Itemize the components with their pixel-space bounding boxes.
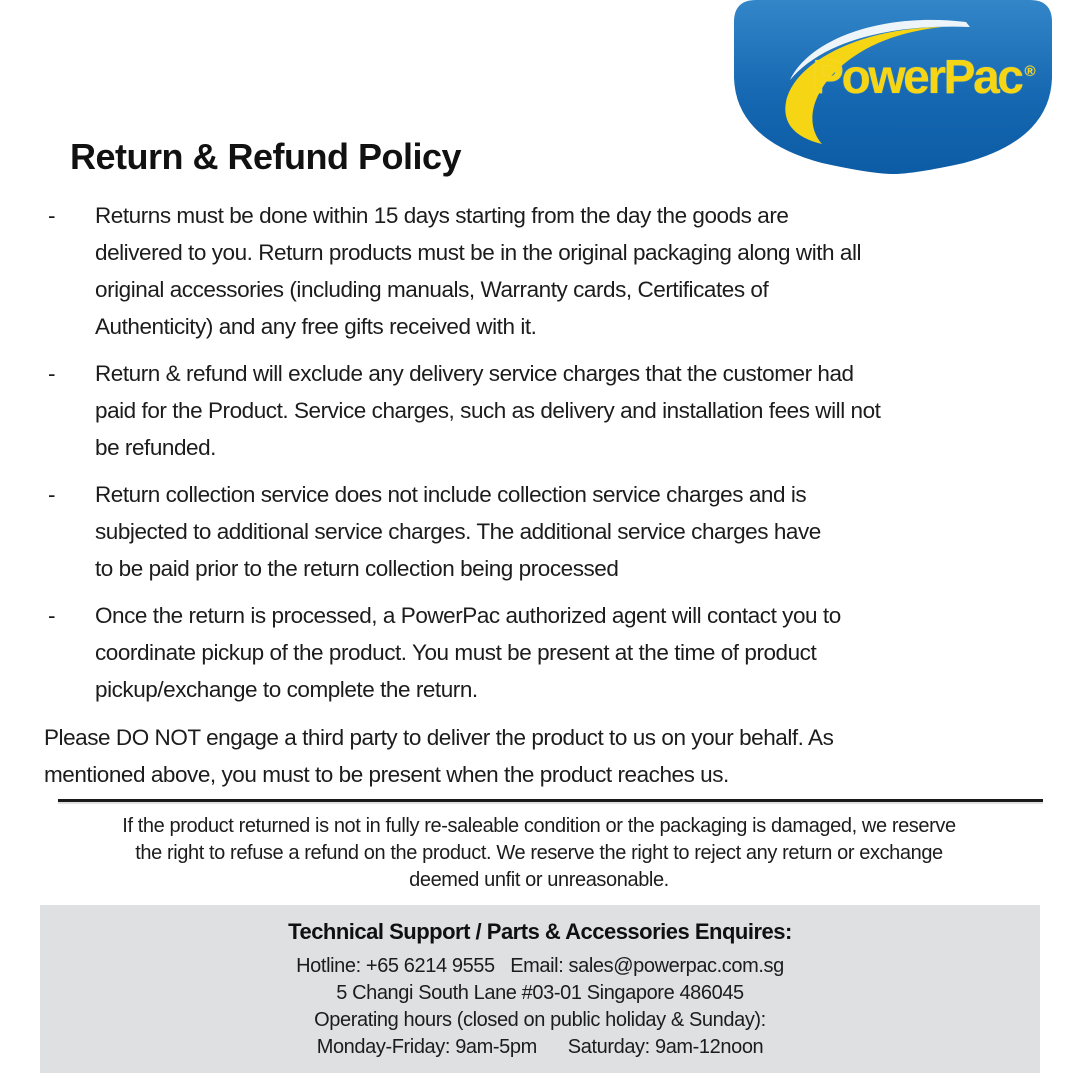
- divider-line: [58, 799, 1043, 802]
- text-line: the right to refuse a refund on the product. We reserve the right to reject any return or exchange: [135, 842, 943, 864]
- policy-bullet-list: [44, 197, 1052, 718]
- page-title: Return & Refund Policy: [70, 136, 462, 177]
- text-line: to be paid prior to the return collection being processed: [95, 556, 619, 581]
- text-line: be refunded.: [95, 435, 216, 460]
- text-line: coordinate pickup of the product. You must be present at the time of product: [95, 640, 817, 665]
- text-line: Operating hours (closed on public holiday & Sunday):: [314, 1009, 766, 1031]
- policy-bullet-pickup-agent: [44, 597, 1052, 708]
- bullet-text: [95, 597, 1052, 708]
- text-line: Returns must be done within 15 days starting from the day the goods are: [95, 203, 789, 228]
- logo-brand-text: [812, 51, 1036, 104]
- powerpac-logo: [734, 0, 1052, 174]
- text-line: Monday-Friday: 9am-5pm Saturday: 9am-12noon: [316, 1036, 764, 1058]
- text-line: deemed unfit or unreasonable.: [409, 869, 669, 891]
- bullet-dash-marker: -: [48, 203, 56, 228]
- policy-bullet-returns-window: [44, 197, 1052, 345]
- text-line: Hotline: +65 6214 9555 Email: sales@powerpac.com.sg: [296, 955, 784, 977]
- bullet-text: [95, 476, 1052, 587]
- text-line: Authenticity) and any free gifts received with it.: [95, 314, 537, 339]
- bullet-text: [95, 355, 1052, 466]
- bullet-dash-marker: -: [48, 482, 56, 507]
- policy-bullet-collection-service: [44, 476, 1052, 587]
- text-line: subjected to additional service charges. The additional service charges have: [95, 519, 821, 544]
- text-line: Return collection service does not include collection service charges and is: [95, 482, 807, 507]
- text-line: 5 Changi South Lane #03-01 Singapore 486045: [336, 982, 744, 1004]
- bullet-dash-marker: -: [48, 603, 56, 628]
- footer-title: Technical Support / Parts & Accessories Enquires:: [288, 919, 792, 944]
- logo-brand-name: PowerPac: [812, 51, 1022, 104]
- footer-contact-lines: [40, 953, 1040, 1061]
- text-line: If the product returned is not in fully re-saleable condition or the packaging is damaged, we reserve: [122, 815, 956, 837]
- text-line: original accessories (including manuals, Warranty cards, Certificates of: [95, 277, 769, 302]
- text-line: pickup/exchange to complete the return.: [95, 677, 478, 702]
- text-line: Please DO NOT engage a third party to deliver the product to us on your behalf. As: [44, 725, 834, 750]
- text-line: paid for the Product. Service charges, such as delivery and installation fees will not: [95, 398, 881, 423]
- text-line: delivered to you. Return products must be in the original packaging along with all: [95, 240, 862, 265]
- text-line: Once the return is processed, a PowerPac authorized agent will contact you to: [95, 603, 841, 628]
- text-line: mentioned above, you must to be present when the product reaches us.: [44, 762, 729, 787]
- bullet-text: [95, 197, 1052, 345]
- bullet-dash-marker: -: [48, 361, 56, 386]
- footer-contact-box: [40, 905, 1040, 1073]
- registered-trademark-symbol: ®: [1024, 63, 1036, 80]
- text-line: Return & refund will exclude any delivery service charges that the customer had: [95, 361, 854, 386]
- refusal-disclaimer-paragraph: [0, 813, 1078, 894]
- third-party-warning-paragraph: [44, 719, 1054, 793]
- policy-bullet-delivery-charges: [44, 355, 1052, 466]
